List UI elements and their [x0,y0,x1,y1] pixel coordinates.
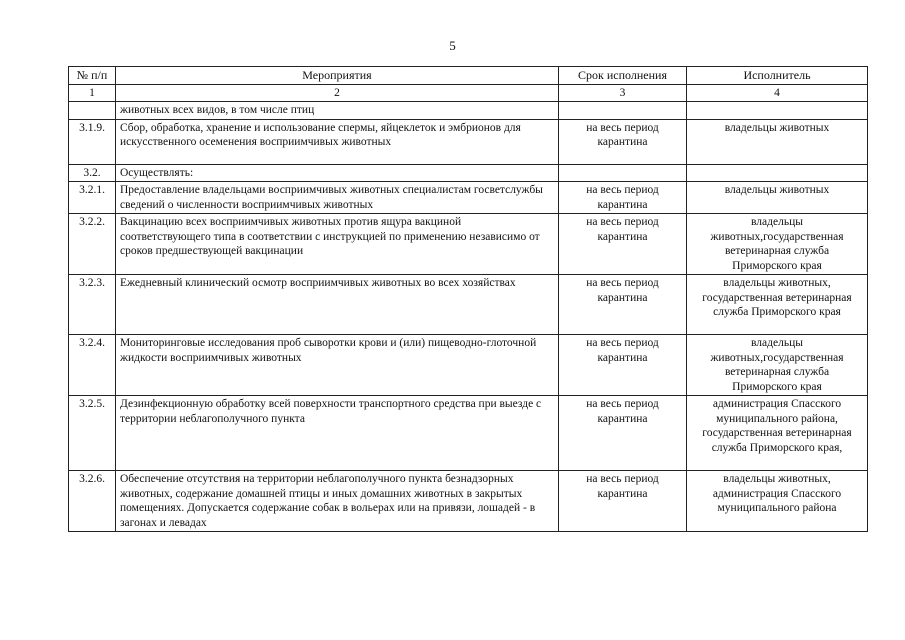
table-row [69,275,868,335]
row-executor: владельцы животных,государственная ветеринарная служба Приморского края [687,214,868,275]
row-executor: владельцы животных [687,119,868,164]
row-activity: Ежедневный клинический осмотр восприимчивых животных во всех хозяйствах [116,275,559,335]
row-number: 3.2. [69,164,116,182]
table-row [69,102,868,120]
row-executor [687,102,868,120]
table-row [69,335,868,396]
row-activity: Мониторинговые исследования проб сыворотки крови и (или) пищеводно-глоточной жидкости восприимчивых животных [116,335,559,396]
row-number: 3.2.5. [69,396,116,471]
row-term [559,102,687,120]
row-term: на весь период карантина [559,275,687,335]
column-index-row [69,84,868,102]
table-row [69,119,868,164]
row-number: 3.2.6. [69,471,116,532]
row-executor: владельцы животных, государственная ветеринарная служба Приморского края [687,275,868,335]
row-executor: владельцы животных, администрация Спасского муниципального района [687,471,868,532]
column-index: 3 [559,84,687,102]
row-activity: Обеспечение отсутствия на территории неблагополучного пункта безнадзорных животных, содержание домашней птицы и иных домашних животных в закрытых помещениях. Допускается содержание собак в вольерах или на привязи, лошадей - в загонах и левадах [116,471,559,532]
row-number: 3.1.9. [69,119,116,164]
table-header-row [69,67,868,85]
table-row [69,182,868,214]
row-executor [687,164,868,182]
table-row [69,164,868,182]
header-num: № п/п [69,67,116,85]
row-term [559,164,687,182]
row-activity: животных всех видов, в том числе птиц [116,102,559,120]
header-activity: Мероприятия [116,67,559,85]
row-number: 3.2.4. [69,335,116,396]
header-executor: Исполнитель [687,67,868,85]
column-index: 4 [687,84,868,102]
row-number: 3.2.1. [69,182,116,214]
row-activity: Вакцинацию всех восприимчивых животных против ящура вакциной соответствующего типа в соответствии с инструкцией по применению независимо от сроков предшествующей вакцинации [116,214,559,275]
row-activity: Осуществлять: [116,164,559,182]
column-index: 2 [116,84,559,102]
row-number: 3.2.2. [69,214,116,275]
header-term: Срок исполнения [559,67,687,85]
table-row [69,471,868,532]
row-term: на весь период карантина [559,396,687,471]
row-term: на весь период карантина [559,471,687,532]
row-activity: Предоставление владельцами восприимчивых животных специалистам госветслужбы сведений о численности восприимчивых животных [116,182,559,214]
table-row [69,214,868,275]
row-number: 3.2.3. [69,275,116,335]
row-term: на весь период карантина [559,119,687,164]
row-term: на весь период карантина [559,182,687,214]
row-term: на весь период карантина [559,335,687,396]
row-term: на весь период карантина [559,214,687,275]
row-executor: администрация Спасского муниципального района, государственная ветеринарная служба Приморского края, [687,396,868,471]
row-executor: владельцы животных [687,182,868,214]
column-index: 1 [69,84,116,102]
row-number [69,102,116,120]
measures-table [68,66,868,532]
table-row [69,396,868,471]
row-activity: Дезинфекционную обработку всей поверхности транспортного средства при выезде с территории неблагополучного пункта [116,396,559,471]
page-number: 5 [449,38,456,53]
row-activity: Сбор, обработка, хранение и использование спермы, яйцеклеток и эмбрионов для искусственного осеменения восприимчивых животных [116,119,559,164]
row-executor: владельцы животных,государственная ветеринарная служба Приморского края [687,335,868,396]
